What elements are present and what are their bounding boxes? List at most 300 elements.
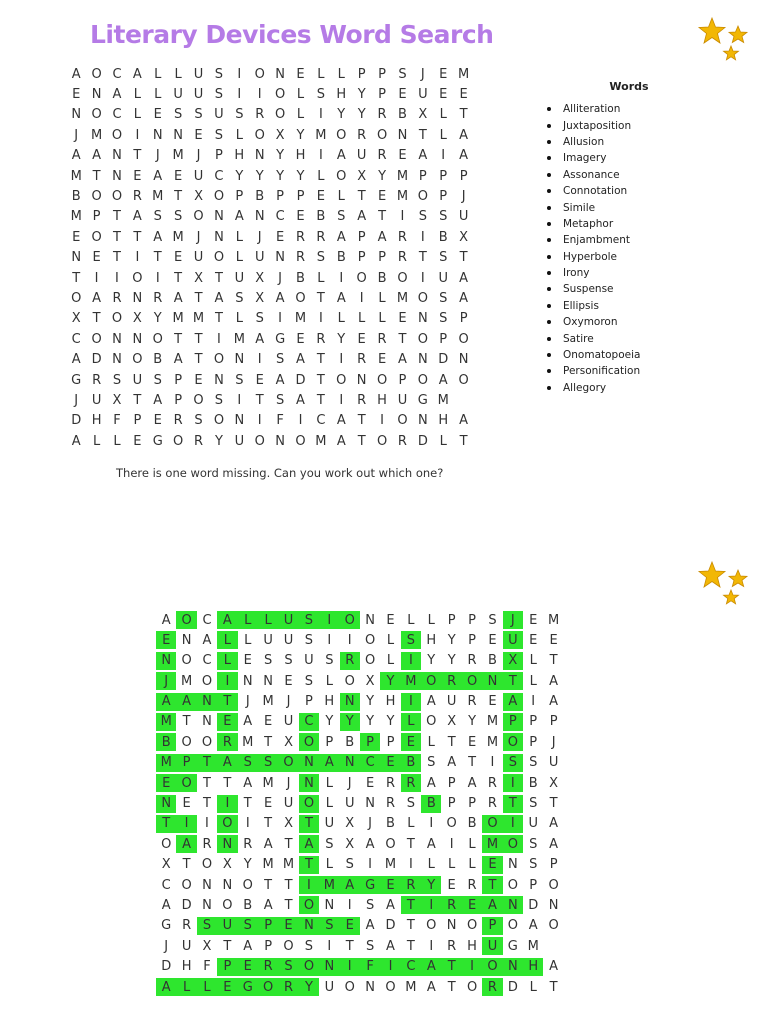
grid-letter: O bbox=[376, 127, 388, 143]
grid-letter: O bbox=[274, 87, 286, 103]
grid-letter: U bbox=[397, 392, 408, 408]
grid-letter: U bbox=[458, 209, 469, 225]
grid-letter: N bbox=[202, 714, 212, 730]
grid-spacer bbox=[474, 207, 494, 227]
word-label: Metaphor bbox=[563, 217, 614, 230]
grid-letter: P bbox=[459, 168, 468, 184]
grid-letter: S bbox=[258, 754, 278, 772]
grid-letter: U bbox=[324, 979, 335, 995]
grid-letter: S bbox=[264, 653, 273, 669]
grid-letter: O bbox=[548, 918, 559, 934]
grid-letter: N bbox=[234, 413, 245, 429]
grid-letter: R bbox=[401, 774, 421, 792]
grid-letter: I bbox=[155, 270, 160, 286]
bullet-icon bbox=[547, 107, 551, 111]
grid-letter: A bbox=[153, 229, 163, 245]
grid-letter: O bbox=[426, 714, 437, 730]
grid-letter: I bbox=[237, 87, 242, 103]
grid-spacer bbox=[564, 652, 584, 670]
grid-letter: A bbox=[467, 775, 477, 791]
grid-letter: E bbox=[156, 774, 176, 792]
grid-spacer bbox=[564, 896, 584, 914]
grid-letter: R bbox=[487, 775, 497, 791]
grid-letter: S bbox=[275, 392, 285, 408]
grid-letter: N bbox=[112, 148, 122, 164]
grid-letter: S bbox=[238, 754, 258, 772]
grid-letter: R bbox=[202, 836, 212, 852]
grid-letter: O bbox=[299, 795, 319, 813]
grid-letter: M bbox=[315, 433, 327, 449]
grid-letter: A bbox=[386, 897, 395, 913]
grid-letter: R bbox=[194, 433, 204, 449]
word-label: Alliteration bbox=[563, 103, 621, 116]
grid-letter: I bbox=[400, 209, 405, 225]
grid-letter: G bbox=[161, 918, 172, 934]
grid-letter: S bbox=[439, 290, 448, 306]
grid-spacer bbox=[564, 713, 584, 731]
grid-letter: P bbox=[439, 168, 448, 184]
grid-letter: E bbox=[284, 673, 293, 689]
grid-letter: L bbox=[427, 857, 435, 873]
grid-letter: N bbox=[397, 127, 408, 143]
grid-letter: S bbox=[284, 653, 293, 669]
grid-letter: P bbox=[357, 229, 366, 245]
grid-letter: A bbox=[336, 148, 346, 164]
grid-letter: O bbox=[213, 189, 225, 205]
grid-letter: O bbox=[503, 835, 523, 853]
grid-letter: I bbox=[257, 413, 262, 429]
missing-word-note: There is one word missing. Can you work out which one? bbox=[116, 466, 444, 480]
grid-letter: S bbox=[316, 87, 326, 103]
grid-letter: D bbox=[71, 413, 82, 429]
grid-letter: H bbox=[523, 958, 543, 976]
grid-letter: N bbox=[299, 917, 319, 935]
grid-letter: L bbox=[427, 612, 435, 628]
grid-letter: I bbox=[135, 127, 140, 143]
grid-letter: L bbox=[407, 816, 415, 832]
grid-letter: T bbox=[174, 331, 183, 347]
grid-letter: C bbox=[316, 413, 326, 429]
grid-letter: J bbox=[74, 127, 79, 143]
words-heading: Words bbox=[609, 80, 649, 93]
grid-letter: G bbox=[152, 433, 163, 449]
grid-spacer bbox=[474, 288, 494, 308]
grid-letter: L bbox=[113, 433, 121, 449]
grid-letter: B bbox=[438, 229, 448, 245]
grid-letter: D bbox=[528, 897, 539, 913]
grid-letter: P bbox=[529, 714, 538, 730]
grid-letter: X bbox=[345, 816, 355, 832]
grid-letter: A bbox=[340, 876, 360, 894]
grid-letter: Y bbox=[243, 857, 252, 873]
grid-letter: R bbox=[357, 352, 367, 368]
grid-letter: L bbox=[325, 673, 333, 689]
grid-letter: O bbox=[111, 311, 123, 327]
grid-letter: E bbox=[217, 978, 237, 996]
grid-letter: N bbox=[340, 693, 360, 711]
grid-letter: S bbox=[275, 352, 285, 368]
grid-letter: O bbox=[217, 815, 237, 833]
grid-letter: M bbox=[90, 127, 103, 143]
grid-letter: A bbox=[296, 352, 305, 368]
grid-letter: A bbox=[173, 352, 183, 368]
grid-letter: T bbox=[264, 877, 273, 893]
grid-letter: P bbox=[439, 189, 448, 205]
grid-letter: N bbox=[324, 897, 335, 913]
grid-letter: M bbox=[242, 734, 254, 750]
grid-letter: X bbox=[202, 938, 212, 954]
grid-letter: I bbox=[503, 774, 523, 792]
grid-letter: A bbox=[263, 897, 273, 913]
grid-letter: L bbox=[317, 270, 325, 286]
grid-letter: T bbox=[459, 250, 468, 266]
grid-letter: A bbox=[438, 372, 448, 388]
grid-letter: M bbox=[396, 189, 409, 205]
word-list bbox=[545, 101, 685, 396]
grid-letter: I bbox=[327, 632, 332, 648]
grid-letter: E bbox=[447, 877, 456, 893]
grid-letter: B bbox=[421, 795, 441, 813]
grid-letter: T bbox=[72, 270, 81, 286]
grid-letter: E bbox=[133, 433, 142, 449]
grid-letter: A bbox=[549, 694, 559, 710]
grid-letter: E bbox=[153, 107, 162, 123]
grid-letter: M bbox=[437, 392, 449, 408]
word-label: Suspense bbox=[563, 283, 614, 296]
grid-letter: P bbox=[133, 413, 142, 429]
grid-spacer bbox=[564, 876, 584, 894]
grid-letter: O bbox=[299, 896, 319, 914]
grid-letter: S bbox=[325, 653, 334, 669]
grid-spacer bbox=[564, 733, 584, 751]
grid-letter: O bbox=[91, 189, 102, 205]
grid-letter: O bbox=[385, 836, 396, 852]
grid-letter: A bbox=[161, 897, 171, 913]
grid-letter: A bbox=[386, 938, 395, 954]
grid-letter: N bbox=[458, 352, 469, 368]
grid-letter: L bbox=[468, 857, 476, 873]
bullet-icon bbox=[547, 173, 551, 177]
grid-letter: X bbox=[357, 168, 367, 184]
grid-letter: I bbox=[359, 290, 364, 306]
grid-letter: N bbox=[71, 107, 82, 123]
grid-letter: L bbox=[133, 87, 141, 103]
grid-letter: O bbox=[462, 672, 482, 690]
word-label: Personification bbox=[563, 365, 641, 378]
grid-letter: H bbox=[336, 87, 347, 103]
grid-letter: P bbox=[217, 958, 237, 976]
grid-letter: R bbox=[278, 978, 298, 996]
grid-letter: S bbox=[214, 392, 224, 408]
grid-letter: S bbox=[325, 836, 334, 852]
grid-letter: I bbox=[420, 270, 425, 286]
grid-letter: P bbox=[549, 857, 558, 873]
grid-letter: N bbox=[71, 250, 82, 266]
grid-letter: O bbox=[278, 754, 298, 772]
grid-letter: S bbox=[304, 938, 314, 954]
grid-letter: O bbox=[458, 372, 469, 388]
word-list-item bbox=[545, 249, 685, 265]
grid-letter: R bbox=[295, 229, 306, 245]
grid-letter: Y bbox=[296, 127, 305, 143]
grid-letter: X bbox=[345, 836, 355, 852]
word-label: Satire bbox=[563, 332, 594, 345]
grid-letter: X bbox=[112, 392, 122, 408]
grid-letter: L bbox=[427, 734, 435, 750]
grid-letter: O bbox=[446, 816, 457, 832]
grid-letter: P bbox=[378, 87, 386, 103]
grid-letter: A bbox=[336, 290, 346, 306]
grid-letter: N bbox=[446, 918, 457, 934]
grid-letter: E bbox=[398, 87, 407, 103]
grid-letter: U bbox=[254, 250, 265, 266]
grid-letter: E bbox=[238, 958, 258, 976]
grid-letter: A bbox=[263, 836, 273, 852]
grid-letter: E bbox=[529, 612, 538, 628]
word-list-item bbox=[545, 134, 685, 150]
grid-letter: T bbox=[549, 653, 558, 669]
grid-letter: O bbox=[458, 331, 469, 347]
word-label: Oxymoron bbox=[563, 316, 618, 329]
grid-letter: T bbox=[203, 796, 211, 812]
grid-letter: C bbox=[214, 168, 224, 184]
bullet-icon bbox=[547, 189, 551, 193]
grid-letter: H bbox=[438, 413, 449, 429]
grid-letter: N bbox=[275, 66, 285, 82]
grid-letter: O bbox=[417, 290, 428, 306]
grid-letter: D bbox=[438, 352, 449, 368]
grid-letter: E bbox=[296, 66, 305, 82]
grid-letter: B bbox=[401, 754, 421, 772]
grid-letter: N bbox=[299, 754, 319, 772]
grid-letter: E bbox=[365, 775, 375, 791]
grid-letter: O bbox=[299, 733, 319, 751]
grid-letter: A bbox=[92, 290, 102, 306]
grid-letter: I bbox=[531, 694, 536, 710]
grid-letter: A bbox=[161, 612, 171, 628]
grid-letter: O bbox=[181, 653, 192, 669]
grid-letter: R bbox=[467, 877, 477, 893]
word-label: Connotation bbox=[563, 185, 628, 198]
grid-letter: L bbox=[92, 433, 101, 449]
grid-letter: A bbox=[426, 836, 436, 852]
grid-letter: E bbox=[275, 229, 285, 245]
grid-letter: T bbox=[133, 148, 142, 164]
grid-letter: O bbox=[295, 290, 306, 306]
grid-letter: T bbox=[447, 979, 456, 995]
grid-letter: S bbox=[503, 754, 523, 772]
bullet-icon bbox=[547, 386, 551, 390]
grid-letter bbox=[543, 937, 563, 955]
grid-letter: J bbox=[286, 694, 291, 710]
word-label: Enjambment bbox=[563, 234, 630, 247]
grid-spacer bbox=[474, 248, 494, 268]
grid-letter: B bbox=[153, 352, 163, 368]
grid-letter: E bbox=[296, 331, 305, 347]
grid-spacer bbox=[474, 146, 494, 166]
grid-letter: S bbox=[488, 612, 497, 628]
grid-letter: O bbox=[132, 352, 143, 368]
grid-letter: S bbox=[238, 917, 258, 935]
word-list-item bbox=[545, 167, 685, 183]
grid-letter: R bbox=[441, 672, 461, 690]
grid-letter: X bbox=[284, 734, 293, 750]
grid-letter: P bbox=[468, 632, 476, 648]
grid-letter: S bbox=[112, 372, 122, 388]
page-title: Literary Devices Word Search bbox=[90, 20, 494, 49]
grid-letter: N bbox=[548, 897, 559, 913]
grid-letter: H bbox=[91, 413, 102, 429]
grid-letter: O bbox=[507, 877, 518, 893]
grid-letter: M bbox=[294, 311, 307, 327]
grid-letter: Y bbox=[366, 694, 375, 710]
grid-letter: L bbox=[337, 311, 345, 327]
grid-letter: T bbox=[113, 250, 121, 266]
grid-letter: I bbox=[257, 352, 262, 368]
grid-letter: I bbox=[462, 958, 482, 976]
grid-letter: S bbox=[304, 673, 314, 689]
grid-letter: T bbox=[194, 290, 203, 306]
grid-letter: J bbox=[420, 66, 425, 82]
grid-letter: A bbox=[243, 775, 253, 791]
grid-letter: I bbox=[339, 392, 344, 408]
grid-letter: O bbox=[426, 918, 437, 934]
grid-letter: O bbox=[466, 918, 478, 934]
grid-letter: A bbox=[421, 958, 441, 976]
grid-letter: T bbox=[357, 433, 366, 449]
grid-letter: N bbox=[254, 209, 265, 225]
grid-letter: A bbox=[336, 229, 346, 245]
grid-letter: E bbox=[264, 714, 273, 730]
grid-letter: E bbox=[194, 372, 203, 388]
grid-letter: S bbox=[174, 107, 183, 123]
grid-letter: U bbox=[283, 632, 294, 648]
grid-letter: U bbox=[181, 938, 192, 954]
grid-letter: A bbox=[275, 372, 285, 388]
grid-letter: N bbox=[503, 958, 523, 976]
word-list-item bbox=[545, 265, 685, 281]
grid-letter: L bbox=[337, 66, 345, 82]
grid-letter: R bbox=[377, 331, 387, 347]
grid-letter: B bbox=[296, 270, 305, 286]
grid-letter: L bbox=[325, 775, 333, 791]
grid-letter: J bbox=[196, 148, 201, 164]
grid-letter: U bbox=[482, 937, 502, 955]
grid-letter: U bbox=[344, 796, 355, 812]
grid-letter: N bbox=[197, 693, 217, 711]
grid-letter: U bbox=[193, 168, 204, 184]
grid-letter: B bbox=[528, 775, 538, 791]
grid-letter: T bbox=[406, 836, 415, 852]
grid-letter: T bbox=[92, 311, 101, 327]
grid-letter: X bbox=[194, 270, 203, 286]
grid-letter: O bbox=[213, 413, 225, 429]
grid-letter: M bbox=[396, 290, 409, 306]
grid-letter: H bbox=[385, 694, 396, 710]
grid-letter: P bbox=[92, 209, 101, 225]
grid-letter: A bbox=[132, 209, 142, 225]
grid-letter: E bbox=[278, 917, 298, 935]
grid-letter: A bbox=[112, 87, 122, 103]
grid-spacer bbox=[474, 309, 494, 329]
grid-letter: N bbox=[156, 652, 176, 670]
grid-letter: E bbox=[488, 632, 497, 648]
grid-spacer bbox=[474, 268, 494, 288]
grid-letter: C bbox=[299, 713, 319, 731]
grid-letter: S bbox=[174, 209, 183, 225]
grid-letter: X bbox=[194, 189, 203, 205]
grid-letter: N bbox=[482, 672, 502, 690]
grid-letter: A bbox=[549, 959, 559, 975]
bullet-icon bbox=[547, 287, 551, 291]
grid-letter: P bbox=[529, 734, 538, 750]
grid-spacer bbox=[564, 958, 584, 976]
grid-letter: N bbox=[202, 897, 212, 913]
grid-letter: N bbox=[340, 754, 360, 772]
grid-letter: P bbox=[174, 392, 183, 408]
grid-letter: L bbox=[235, 311, 243, 327]
bullet-icon bbox=[547, 369, 551, 373]
word-list-item bbox=[545, 298, 685, 314]
bullet-icon bbox=[547, 271, 551, 275]
grid-letter: A bbox=[377, 229, 387, 245]
grid-letter: T bbox=[223, 775, 232, 791]
grid-letter: T bbox=[549, 979, 558, 995]
grid-letter: Y bbox=[153, 311, 162, 327]
grid-letter: E bbox=[153, 413, 162, 429]
grid-letter: N bbox=[299, 774, 319, 792]
grid-letter: A bbox=[243, 938, 253, 954]
grid-letter: H bbox=[324, 694, 335, 710]
grid-letter: R bbox=[447, 938, 457, 954]
grid-letter: U bbox=[438, 270, 448, 286]
grid-letter: M bbox=[548, 612, 560, 628]
grid-letter: P bbox=[305, 694, 313, 710]
grid-letter: L bbox=[439, 433, 447, 449]
grid-letter: N bbox=[222, 877, 233, 893]
word-label: Irony bbox=[563, 267, 590, 280]
grid-letter: O bbox=[242, 877, 253, 893]
grid-letter: C bbox=[71, 331, 81, 347]
grid-letter: L bbox=[386, 632, 395, 648]
grid-letter: T bbox=[156, 815, 176, 833]
grid-letter: A bbox=[71, 148, 81, 164]
grid-letter: S bbox=[345, 857, 354, 873]
grid-letter: S bbox=[406, 796, 416, 812]
grid-letter: I bbox=[257, 87, 262, 103]
grid-spacer bbox=[564, 774, 584, 792]
grid-letter: O bbox=[222, 897, 233, 913]
grid-letter: S bbox=[529, 857, 538, 873]
grid-spacer bbox=[474, 329, 494, 349]
grid-letter: A bbox=[234, 209, 244, 225]
grid-letter: I bbox=[401, 652, 421, 670]
grid-letter: T bbox=[153, 250, 162, 266]
grid-letter: A bbox=[397, 352, 407, 368]
grid-letter: U bbox=[193, 250, 204, 266]
grid-spacer bbox=[474, 411, 494, 431]
grid-letter: O bbox=[193, 209, 204, 225]
grid-letter: P bbox=[503, 713, 523, 731]
grid-letter: R bbox=[377, 107, 387, 123]
grid-letter: P bbox=[360, 733, 380, 751]
grid-letter: P bbox=[482, 917, 502, 935]
bullet-icon bbox=[547, 337, 551, 341]
grid-letter: L bbox=[235, 127, 243, 143]
grid-letter: P bbox=[529, 877, 538, 893]
grid-letter: X bbox=[275, 127, 285, 143]
grid-spacer bbox=[474, 186, 494, 206]
